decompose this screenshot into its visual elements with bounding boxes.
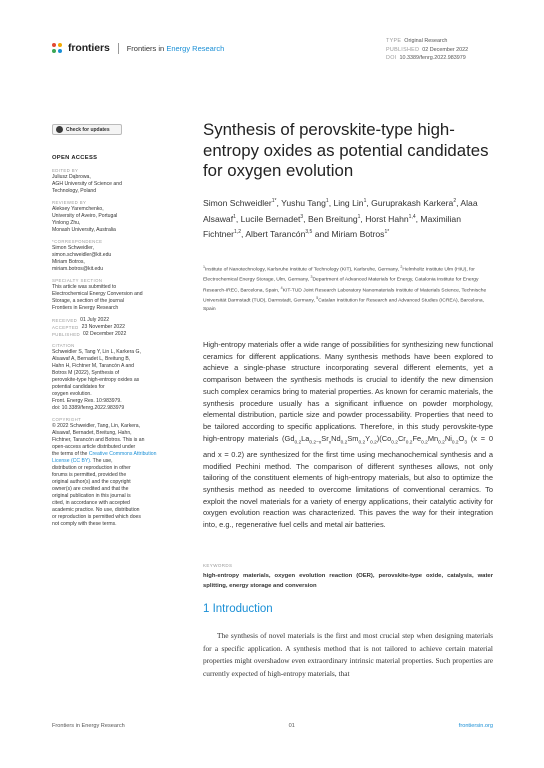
- text-line: not comply with these terms.: [52, 521, 117, 527]
- copyright-part-b: [52, 458, 141, 527]
- logo-dot: [52, 49, 56, 53]
- author-name[interactable]: Albert Tarancón: [245, 229, 306, 240]
- footer-journal: Frontiers in Energy Research: [52, 723, 125, 729]
- formula-subscript: 0.2: [438, 440, 445, 446]
- footer-website-link[interactable]: frontiersin.org: [458, 723, 493, 729]
- journal-header: [52, 42, 224, 54]
- author-affiliation-marker: 3: [300, 213, 304, 220]
- formula-subscript: 0.2: [391, 440, 398, 446]
- author-affiliation-marker: 1*: [384, 229, 390, 236]
- date-label: PUBLISHED: [52, 332, 80, 337]
- meta-value: 10.3389/fenrg.2022.983979: [399, 55, 466, 62]
- citation-block: [52, 343, 164, 412]
- correspondence-text[interactable]: [52, 245, 164, 273]
- article-meta: [386, 37, 468, 63]
- text-line: Alsawaf A, Bernadet L, Breitung B,: [52, 356, 131, 362]
- correspondence-block: [52, 239, 164, 273]
- formula-subscript: 3: [464, 440, 468, 446]
- author-affiliation-marker: 3,5: [305, 229, 313, 236]
- text-line: Hahn H, Fichtner M, Tarancón A and: [52, 363, 135, 369]
- affiliation-marker: 5: [316, 296, 319, 301]
- formula-element: Gd: [284, 433, 295, 443]
- affiliation-marker: 1: [203, 265, 205, 269]
- text-line: Yinlong Zhu,: [52, 220, 81, 226]
- formula-subscript: 0.2: [405, 440, 413, 446]
- text-line: original publication in this journal is: [52, 493, 131, 499]
- reviewed-by-text: [52, 206, 164, 234]
- formula-subscript: 0.2: [294, 440, 302, 446]
- formula-element: Sr: [321, 433, 329, 443]
- affiliations: [203, 264, 495, 314]
- frontiers-logo-icon: [52, 43, 63, 54]
- formula-subscript: 0.2: [370, 440, 377, 446]
- text-line: Miriam Botros,: [52, 259, 85, 265]
- author-name[interactable]: Ben Breitung: [307, 213, 358, 224]
- affiliation-text: Department of Advanced Materials for Energy, Catalonia Institute for Energy Research-IREC, Barcelona, Spain,: [203, 278, 479, 294]
- formula-subscript: 0.2: [358, 440, 366, 446]
- logo-dot: [58, 43, 62, 47]
- author-name[interactable]: Miriam Botros: [331, 229, 385, 240]
- author-name[interactable]: Yushu Tang: [281, 197, 326, 208]
- affiliation-marker: 3: [310, 275, 313, 280]
- introduction-paragraph: The synthesis of novel materials is the first and most crucial step when designing materials for a specific application. A synthesis method that is not tailored to achieve certain material properties might overshadow even extraordinary intrinsic material properties. Such properties are currently expected of high-entropy materials, that: [203, 631, 493, 678]
- formula-element: La: [301, 433, 310, 443]
- edited-by-block: [52, 168, 164, 195]
- edited-by-label: EDITED BY: [52, 168, 79, 173]
- author-name[interactable]: Ling Lin: [333, 197, 364, 208]
- article-title: Synthesis of perovskite-type high-entropy oxides as potential candidates for oxygen evolution: [203, 120, 489, 180]
- date-value: 23 November 2022: [81, 324, 125, 330]
- citation-text: [52, 349, 164, 412]
- author-affiliation-marker: 1: [325, 198, 329, 204]
- abstract-text: High-entropy materials offer a wide range of possibilities for synthesizing new functional ceramics for different applications. Many synthesis methods have been explored to achieve a single-phase structure incorporating several different elements, yet a comparison between the synthesis methods is crucial to identify the new dimension such complex ceramics bring to material properties. As known for ceramic materials, the synthesis procedure usually has a significant influence on powder morphology, elemental distribution, particle size and powder processability. Properties that need to be tailored according to specific applications. Therefore, in this study perovskite-type high-entropy materials (: [203, 340, 493, 443]
- text-line: original author(s) and the copyright: [52, 479, 131, 485]
- text-line: or reproduction is permitted which does: [52, 514, 141, 520]
- logo-dot: [52, 43, 56, 47]
- formula-subscript: 0.2−x: [309, 440, 322, 446]
- open-access-label: OPEN ACCESS: [52, 155, 98, 161]
- copyright-block: [52, 417, 164, 528]
- text-line: academic practice. No use, distribution: [52, 507, 140, 513]
- author-name[interactable]: Maximilian Fichtner: [203, 213, 461, 240]
- author-list: Simon Schweidler$^{1*}$, Yushu Tang$^1$, Ling Lin$^1$, Guruprakash Karkera$^2$, Alaa Alsawaf$^1$, Lucile Bernadet$^3$, Ben Breitung$^1$, Horst Hahn$^{1,4}$, Maximilian Fichtner$^{1,2}$, Albert Tarancón$^{3,5}$ and Miriam Botros$^{1*}$: [203, 197, 478, 240]
- journal-prefix: Frontiers in: [126, 43, 165, 53]
- meta-value: 02 December 2022: [422, 46, 469, 53]
- meta-key: PUBLISHED: [386, 46, 420, 53]
- abstract: High-entropy materials offer a wide range of possibilities for synthesizing new functional ceramics for different applications. Many synthesis methods have been explored to achieve a single-phase structure incorporating several different elements, yet a comparison between the synthesis methods is crucial to identify the new dimension such complex ceramics bring to material properties. As known for ceramic materials, the synthesis procedure usually has a significant influence on powder morphology, elemental distribution, particle size and powder processability. Properties that need to be tailored according to specific applications. Therefore, in this study perovskite-type high-entropy materials $(Gd_{0.2}La_{0.2-x}Sr_xNd_{0.2}Sm_{0.2}Y_{0.2})(Co_{0.2}Cr_{0.2}Fe_{0.2}Mn_{0.2}Ni_{0.2}O_3$ (x = 0 and x = 0.2) are synthesized for the first time using mechanochemical synthesis and a modified Pechini method. The comparison of different syntheses allows, not only tailoring of the constituent elements of high-entropy materials, but also to optimize the synthesis method as needed to overcome limitations of conventional ceramics. To exploit the novel materials for a variety of energy applications, their catalytic activity for oxygen evolution reaction was characterized. This paves the way for their integration into, e.g., regenerative fuel cells and metal air batteries.: [203, 340, 493, 530]
- dates-block: [52, 317, 164, 338]
- author-name[interactable]: Guruprakash Karkera: [371, 197, 454, 208]
- article-sidebar: [52, 155, 164, 533]
- text-line: Fichtner, Tarancón and Botros. This is an: [52, 437, 145, 443]
- meta-row[interactable]: [386, 54, 468, 63]
- text-line: Juliusz Dąbrowa,: [52, 174, 91, 180]
- text-line: potential candidates for: [52, 384, 105, 390]
- text-line: Botros M (2022), Synthesis of: [52, 370, 120, 376]
- text-line: Front. Energy Res. 10:983979.: [52, 398, 122, 404]
- formula-b-site: [381, 433, 468, 446]
- check-for-updates-button[interactable]: [52, 124, 122, 135]
- meta-row: [386, 46, 468, 55]
- text-line: the terms of the: [52, 451, 89, 457]
- text-line: Monash University, Australia: [52, 227, 116, 233]
- text-line: Technology, Poland: [52, 188, 97, 194]
- page-number: 01: [288, 723, 295, 729]
- meta-key: TYPE: [386, 38, 402, 44]
- page-footer: [52, 723, 493, 729]
- formula-element: Co: [381, 433, 392, 443]
- author-name[interactable]: Alaa Alsawaf: [203, 197, 478, 224]
- copyright-label: COPYRIGHT: [52, 417, 82, 422]
- text-line: © 2022 Schweidler, Tang, Lin, Karkera,: [52, 423, 141, 429]
- author-affiliation-marker: 1: [233, 213, 236, 220]
- header-divider: [118, 43, 119, 54]
- edited-by-text: [52, 174, 164, 195]
- date-label: ACCEPTED: [52, 325, 79, 330]
- section-heading-introduction: 1 Introduction: [203, 603, 273, 615]
- text-line: miriam.botros@kit.edu: [52, 266, 104, 272]
- specialty-label: SPECIALTY SECTION: [52, 278, 103, 283]
- affiliation-text: KIT-TUD Joint Research Laboratory Nanomaterials Institute of Materials Science, Technische Universität Darmstadt (TUD), Darmstadt, Germany,: [203, 288, 487, 304]
- formula-element: Mn: [427, 433, 439, 443]
- affiliation-marker: 2: [400, 265, 403, 269]
- journal-title: Energy Research: [166, 43, 225, 53]
- text-line: open-access article distributed under: [52, 444, 136, 450]
- text-line: Schweidler S, Tang Y, Lin L, Karkera G,: [52, 349, 141, 355]
- reviewed-by-block: [52, 200, 164, 234]
- formula-subscript: 0.2: [421, 440, 428, 446]
- text-line: Simon Schweidler,: [52, 245, 94, 251]
- text-line: simon.schweidler@kit.edu: [52, 252, 112, 258]
- formula-element: Cr: [397, 433, 406, 443]
- author-affiliation-marker: 1,2: [234, 229, 241, 236]
- keywords: high-entropy materials, oxygen evolution reaction (OER), perovskite-type oxide, catalysis, water splitting, energy storage and conversion: [203, 573, 493, 589]
- formula-a-site: [284, 433, 377, 446]
- formula-element: Nd: [331, 433, 341, 443]
- formula-subscript: 0.2: [451, 440, 459, 446]
- date-value: 01 July 2022: [80, 317, 110, 323]
- date-row: [52, 317, 164, 324]
- author-affiliation-marker: 2: [453, 198, 457, 204]
- text-line: AGH University of Science and: [52, 181, 122, 187]
- text-line: Alsawaf, Bernadet, Breitung, Hahn,: [52, 430, 132, 436]
- brand-name[interactable]: frontiers: [68, 42, 110, 54]
- keywords-label: KEYWORDS: [203, 563, 233, 568]
- text-line: Aleksey Yaremchenko,: [52, 206, 104, 212]
- text-line: distribution or reproduction in other: [52, 465, 131, 471]
- date-label: RECEIVED: [52, 318, 78, 323]
- journal-name[interactable]: [127, 44, 225, 53]
- affiliation-marker: 4: [280, 285, 283, 290]
- affiliation-text: Helmholtz Institute Ulm (HIU), for Electrochemical Energy Storage, Ulm, Germany,: [203, 267, 475, 284]
- author-name[interactable]: Lucile Bernadet: [240, 213, 301, 224]
- formula-subscript: x: [328, 440, 332, 446]
- affiliation-text: Catalan Institution for Research and Advanced Studies (ICREA), Barcelona, Spain: [203, 298, 484, 312]
- author-affiliation-marker: 1,4: [408, 213, 416, 220]
- copyright-text: [52, 423, 164, 528]
- formula-element: Y: [365, 433, 371, 443]
- text-line: Storage, a section of the journal: [52, 298, 124, 304]
- author-name[interactable]: Horst Hahn: [365, 213, 409, 224]
- formula-element: Sm: [347, 433, 359, 443]
- text-line: forums is permitted, provided the: [52, 472, 127, 478]
- formula-subscript: 0.2: [340, 440, 348, 446]
- date-row: [52, 331, 164, 338]
- reviewed-by-label: REVIEWED BY: [52, 200, 87, 205]
- text-line: cited, in accordance with accepted: [52, 500, 130, 506]
- correspondence-label: *CORRESPONDENCE: [52, 239, 103, 244]
- specialty-block: [52, 278, 164, 312]
- check-updates-label: Check for updates: [66, 126, 110, 133]
- text-line: Electrochemical Energy Conversion and: [52, 291, 143, 297]
- text-line: University of Aveiro, Portugal: [52, 213, 118, 219]
- text-line: oxygen evolution.: [52, 391, 92, 397]
- text-line: doi: 10.3389/fenrg.2022.983979: [52, 405, 125, 411]
- affiliation-text: Institute of Nanotechnology, Karlsruhe Institute of Technology (KIT), Karlsruhe, Germany,: [205, 267, 401, 273]
- date-row: [52, 324, 164, 331]
- author-affiliation-marker: 1: [357, 213, 361, 220]
- text-line: This article was submitted to: [52, 284, 117, 290]
- cc-by-license-link[interactable]: Creative Commons Attribution License (CC BY).: [52, 451, 157, 464]
- meta-key: DOI: [386, 55, 397, 62]
- text-line: Frontiers in Energy Research: [52, 305, 119, 311]
- text-line: owner(s) are credited and that the: [52, 486, 129, 492]
- author-affiliation-marker: 1: [363, 198, 367, 204]
- abstract-text-end: (x = 0 and x = 0.2) are synthesized for the first time using mechanochemical synthesis and a modified Pechini method. The comparison of different syntheses allows, not only tailoring of the constituent elements of high-entropy materials, but also to optimize the synthesis method as needed to overcome limitations of conventional ceramics. To exploit the novel materials for a variety of energy applications, their catalytic activity for oxygen evolution reaction was characterized. This paves the way for their integration into, e.g., regenerative fuel cells and metal air batteries.: [203, 433, 493, 530]
- author-affiliation-marker: 1*: [271, 198, 277, 204]
- update-icon: [56, 126, 63, 133]
- meta-value: Original Research: [404, 38, 448, 44]
- formula-element: Fe: [412, 433, 422, 443]
- meta-row: [386, 37, 468, 46]
- text-line: The use,: [91, 458, 113, 464]
- formula-element: Ni: [444, 433, 452, 443]
- text-line: perovskite-type high-entropy oxides as: [52, 377, 140, 383]
- author-name[interactable]: Simon Schweidler: [203, 197, 272, 208]
- formula-element: O: [458, 433, 465, 443]
- specialty-text: [52, 284, 164, 312]
- date-value: 02 December 2022: [82, 331, 127, 337]
- logo-dot: [58, 49, 62, 53]
- citation-label: CITATION: [52, 343, 75, 348]
